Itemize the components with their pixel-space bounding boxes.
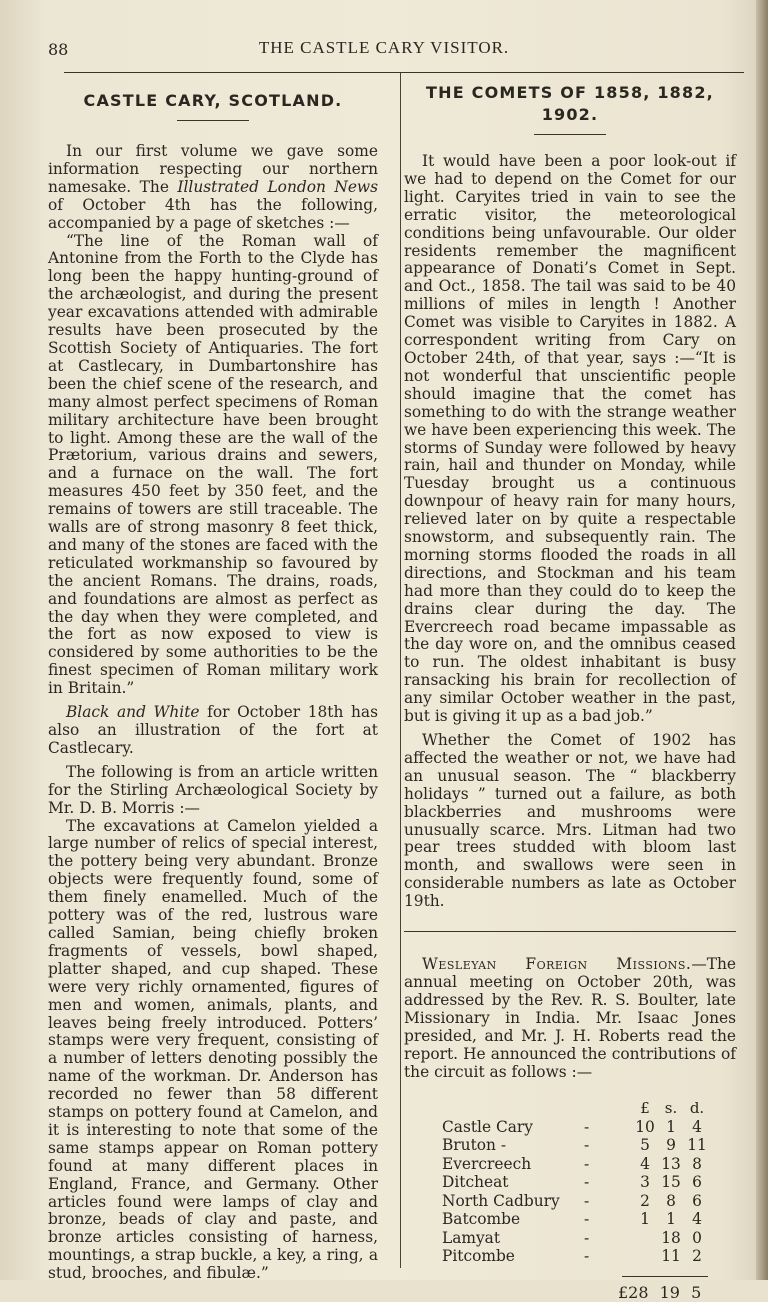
- publication-name: Illustrated London News: [177, 177, 378, 196]
- table-header-row: [442, 1099, 710, 1118]
- table-row: Ditcheat - 3 15 6: [442, 1173, 702, 1192]
- table-row: Batcombe - 1 1 4: [442, 1210, 702, 1229]
- contributions-table: [442, 1099, 710, 1266]
- paragraph-black-and-white: Black and White for October 18th has also an illustration of the fort at Castlecary.: [48, 703, 378, 757]
- right-column: [404, 82, 736, 1302]
- table-row: North Cadbury - 2 8 6: [442, 1191, 702, 1210]
- paragraph-comet-1902: Whether the Comet of 1902 has affected the weather or not, we have had an unusual season. The “ blackberry holidays ” turned out a failure, as both blackberries and mushrooms were unusually scarce. Mrs. Litman had two pear trees studded with bloom last month, and swallows were seen in considerable numbers as late as October 19th.: [404, 731, 736, 911]
- header-rule: [64, 72, 744, 73]
- contributions-total: £28 19 5: [618, 1282, 702, 1302]
- shillings-header: s.: [664, 1099, 678, 1118]
- total-rule: [622, 1276, 708, 1277]
- paragraph-comets: It would have been a poor look-out if we had to depend on the Comet for our light. Caryites tried in vain to see the erratic visitor, the meteorological conditions being unfavourable. Our older residents remember the magnificent appearance of Donati’s Comet in Sept. and Oct., 1858. The tail was said to be 40 millions of miles in length ! Another Comet was visible to Caryites in 1882. A correspondent writing from Cary on October 24th, of that year, says :—“It is not wonderful that unscientific people should imagine that the comet has something to do with the strange weather we have been experiencing this week. The storms of Sunday were followed by heavy rain, hail and thunder on Monday, while Tuesday brought us a continuous downpour of heavy rain for many hours, relieved later on by quite a respectable snowstorm, and subsequently rain. The morning storms flooded the roads in all directions, and Stockman and his team had more than they could do to keep the drains clear during the day. The Evercreech road became impassable as the day wore on, and the omnibus ceased to run. The oldest inhabitant is busy ransacking his brain for recollection of any similar October weather in the past, but is giving it up as a bad job.”: [404, 152, 736, 726]
- book-spine-shadow: [756, 0, 768, 1280]
- running-title: THE CASTLE CARY VISITOR.: [258, 38, 510, 57]
- table-row: Pitcombe - 11 2: [442, 1247, 702, 1266]
- paragraph-quote-roman-wall: “The line of the Roman wall of Antonine from the Forth to the Clyde has long been the happy hunting-ground of the archæologist, and during the present year excavations attended with admirable results have been prosecuted by the Scottish Society of Antiquaries. The fort at Castlecary, in Dumbartonshire has been the chief scene of the research, and many almost perfect specimens of Roman military architecture have been brought to light. Among these are the wall of the Prætorium, various drains and sewers, and a furnace on the wall. The fort measures 450 feet by 350 feet, and the remains of towers are still traceable. The walls are of strong masonry 8 feet thick, and many of the stones are faced with the reticulated workmanship so favoured by the ancient Romans. The drains, roads, and foundations are almost as perfect as the day when they were completed, and the fort as now exposed to view is considered by some authorities to be the finest specimen of Roman military work in Britain.”: [48, 231, 378, 698]
- paragraph-camelon: The excavations at Camelon yielded a large number of relics of special interest, the pottery being very abundant. Bronze objects were frequently found, some of them finely enamelled. Much of the pottery was of the red, lustrous ware called Samian, being chiefly broken fragments of vessels, bowl shaped, platter shaped, and cup shaped. These were very richly ornamented, figures of men and women, animals, plants, and leaves being freely introduced. Potters’ stamps were very frequent, consisting of a number of letters denoting possibly the name of the workman. Dr. Anderson has recorded no fewer than 58 different stamps on pottery found at Camelon, and it is interesting to note that some of the same stamps appear on Roman pottery found at many different places in England, France, and Germany. Other articles found were lamps of clay and bronze, beads of clay and paste, and bronze articles consisting of harness, mountings, a strap buckle, a key, a ring, a stud, brooches, and fibulæ.”: [48, 816, 378, 1283]
- page-number: 88: [48, 40, 69, 59]
- paragraph-intro: In our first volume we gave some information respecting our northern namesake. The Illustrated London News of October 4th has the following, accompanied by a page of sketches :—: [48, 142, 378, 232]
- column-divider: [400, 73, 401, 1268]
- pence-header: d.: [689, 1099, 705, 1118]
- section-heading: Wesleyan Foreign Missions.: [422, 955, 692, 974]
- table-row: Bruton - - 5 9 11: [442, 1136, 707, 1155]
- table-row: Castle Cary - 10 1 4: [442, 1117, 702, 1136]
- table-row: Lamyat - 18 0: [442, 1228, 702, 1247]
- title-rule: [534, 134, 606, 135]
- table-row: Evercreech - 4 13 8: [442, 1154, 702, 1173]
- publication-name: Black and White: [66, 703, 200, 722]
- pounds-header: £: [640, 1099, 650, 1118]
- paragraph-stirling: The following is from an article written for the Stirling Archæological Society by Mr. D. B. Morris :—: [48, 762, 378, 817]
- section-rule: [404, 931, 736, 932]
- left-column: [48, 82, 378, 1283]
- paragraph-wesleyan-missions: Wesleyan Foreign Missions.—The annual meeting on October 20th, was addressed by the Rev. R. S. Boulter, late Missionary in India. Mr. Isaac Jones presided, and Mr. J. H. Roberts read the report. He announced the contributions of the circuit as follows :—: [404, 955, 736, 1081]
- title-rule: [177, 120, 249, 121]
- article-title-castle-cary: CASTLE CARY, SCOTLAND.: [83, 91, 343, 110]
- article-title-comets: THE COMETS OF 1858, 1882, 1902.: [426, 83, 714, 124]
